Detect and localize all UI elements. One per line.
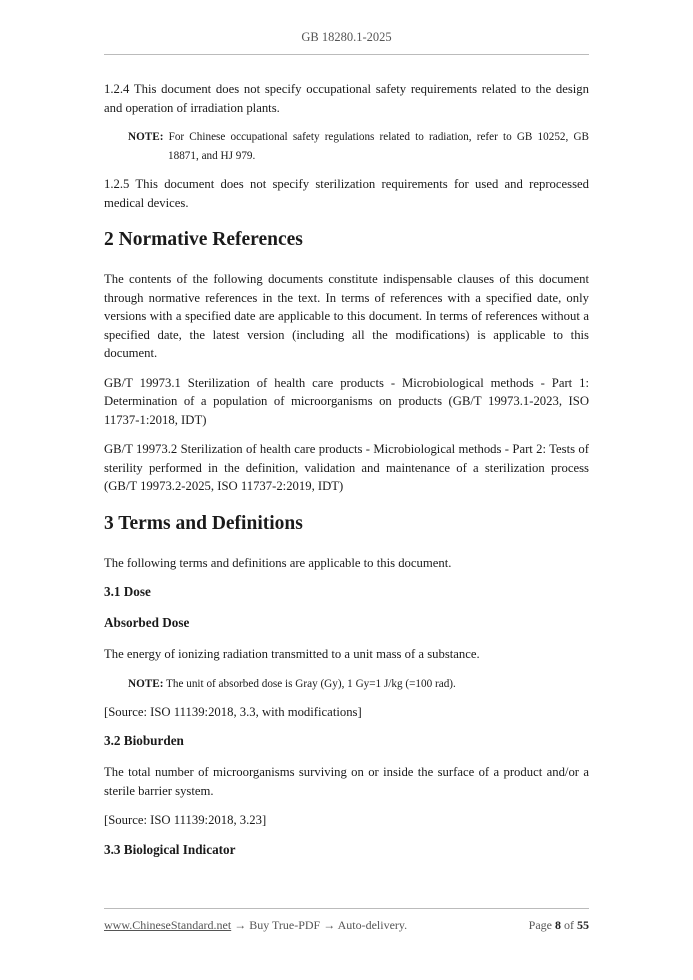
note-label: NOTE: bbox=[128, 131, 164, 143]
page-number bbox=[529, 918, 589, 933]
footer-divider bbox=[104, 908, 589, 909]
buy-text: Buy True-PDF bbox=[249, 918, 321, 932]
note-text: For Chinese occupational safety regulations related to radiation, refer to GB 10252, GB 18871, and HJ 979. bbox=[168, 131, 590, 162]
term-3-2-title: 3.2 Bioburden bbox=[104, 733, 184, 748]
clause-1-2-5: 1.2.5 This document does not specify sterilization requirements for used and reprocessed medical devices. bbox=[104, 177, 589, 210]
reference-gbt-19973-2: GB/T 19973.2 Sterilization of health care products - Microbiological methods - Part 2: Tests of sterility performed in the definition, validation and maintenance of a sterilization process (GB/T 19973.2-2025, ISO 11737-2:2019, IDT) bbox=[104, 442, 589, 493]
page-of: of bbox=[564, 918, 574, 932]
terms-intro: The following terms and definitions are applicable to this document. bbox=[104, 555, 452, 570]
term-3-1-source: [Source: ISO 11139:2018, 3.3, with modifications] bbox=[104, 704, 362, 719]
page-total: 55 bbox=[577, 918, 589, 932]
clause-1-2-4: 1.2.4 This document does not specify occupational safety requirements related to the design and operation of irradiation plants. bbox=[104, 82, 589, 115]
page-header: GB 18280.1-2025 bbox=[301, 30, 392, 44]
note-text: The unit of absorbed dose is Gray (Gy), 1 Gy=1 J/kg (=100 rad). bbox=[166, 677, 456, 690]
note-occupational-safety bbox=[128, 128, 589, 166]
term-3-1-definition: The energy of ionizing radiation transmitted to a unit mass of a substance. bbox=[104, 647, 480, 661]
note-absorbed-dose bbox=[128, 675, 589, 694]
header-divider bbox=[104, 54, 589, 55]
website-link[interactable]: www.ChineseStandard.net bbox=[104, 918, 232, 932]
arrow-right-icon: → bbox=[323, 918, 336, 932]
term-3-3-title: 3.3 Biological Indicator bbox=[104, 841, 236, 857]
reference-gbt-19973-1: GB/T 19973.1 Sterilization of health care products - Microbiological methods - Part 1: Determination of a population of microorganisms on products (GB/T 19973.1-2023, ISO 11737-1:2018, IDT) bbox=[104, 375, 589, 427]
footer-promo bbox=[104, 918, 407, 933]
delivery-text: Auto-delivery. bbox=[337, 918, 408, 932]
term-3-2-definition: The total number of microorganisms surviving on or inside the surface of a product and/or a sterile barrier system. bbox=[104, 765, 589, 798]
page-current: 8 bbox=[555, 918, 561, 932]
note-label: NOTE: bbox=[128, 677, 164, 690]
term-3-2-source: [Source: ISO 11139:2018, 3.23] bbox=[104, 813, 267, 827]
page-label: Page bbox=[528, 918, 552, 932]
heading-normative-references: 2 Normative References bbox=[104, 229, 303, 250]
document-body bbox=[104, 80, 589, 872]
arrow-right-icon: → bbox=[234, 918, 247, 932]
normative-references-intro: The contents of the following documents constitute indispensable clauses of this document through normative references in the text. In terms of references with a specified date, only versions with a specified date are applicable to this document. In terms of references without a specified date, the latest version (including all the modifications) is applicable to this document. bbox=[104, 272, 589, 360]
heading-terms-definitions: 3 Terms and Definitions bbox=[104, 512, 303, 534]
term-3-1-title: 3.1 Dose bbox=[104, 584, 151, 599]
term-3-1-subtitle: Absorbed Dose bbox=[104, 615, 190, 630]
